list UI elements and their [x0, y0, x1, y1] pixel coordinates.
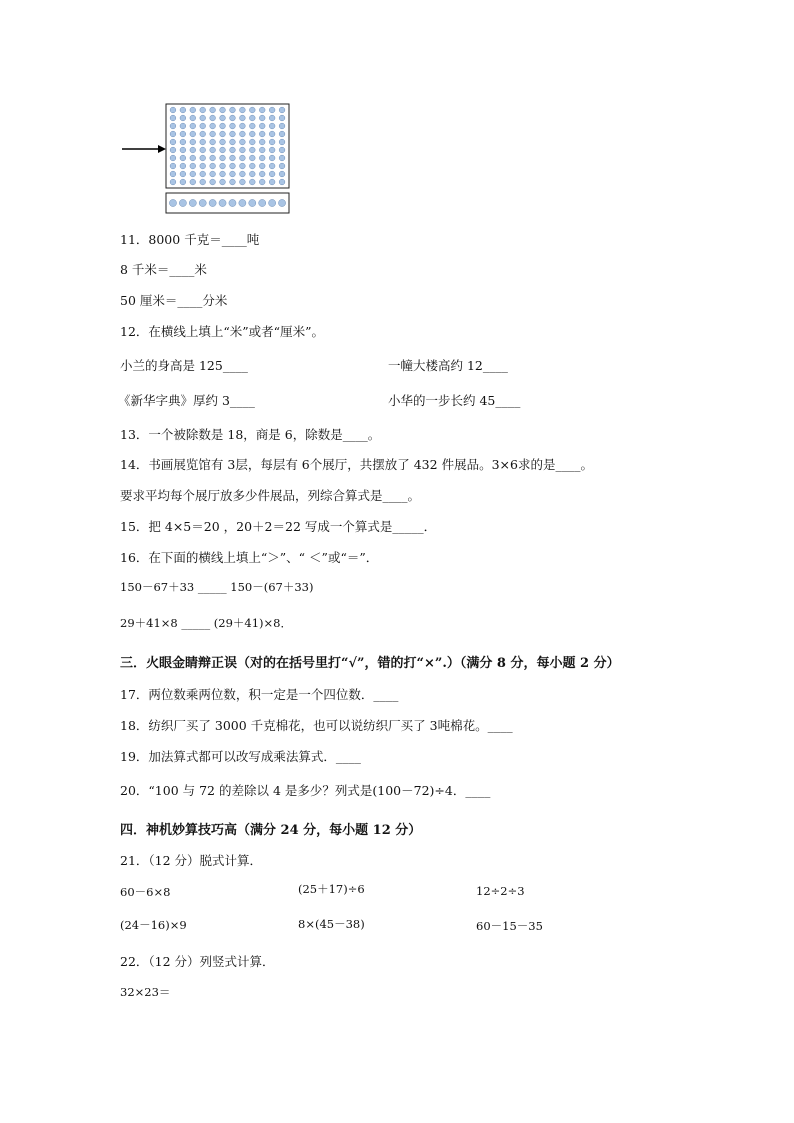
dot	[240, 107, 246, 113]
dot	[259, 155, 265, 161]
dot	[240, 139, 246, 145]
q19-text: 19．加法算式都可以改写成乘法算式．____	[120, 749, 361, 764]
q22-title: 22．（12 分）列竖式计算．	[120, 954, 275, 969]
dot	[200, 115, 206, 121]
dot	[190, 139, 196, 145]
dot	[240, 115, 246, 121]
dot	[269, 115, 275, 121]
dot	[180, 139, 186, 145]
dot	[180, 147, 186, 153]
dot	[190, 115, 196, 121]
dot	[190, 171, 196, 177]
arrow-icon	[122, 145, 166, 153]
dot	[180, 131, 186, 137]
dot	[259, 107, 265, 113]
dot	[240, 147, 246, 153]
dot	[230, 155, 236, 161]
dot	[279, 155, 285, 161]
dot	[170, 179, 176, 185]
dot	[170, 131, 176, 137]
dot	[240, 155, 246, 161]
dot	[240, 131, 246, 137]
dot	[249, 171, 255, 177]
dot	[180, 115, 186, 121]
q21-title: 21．（12 分）脱式计算．	[120, 853, 263, 868]
dot	[170, 171, 176, 177]
dot	[269, 155, 275, 161]
dot	[279, 147, 285, 153]
q12-item-d: 小华的一步长约 45____	[388, 393, 521, 408]
dot	[200, 163, 206, 169]
dot	[230, 139, 236, 145]
section-3-heading: 三．火眼金睛辩正误（对的在括号里打“√”，错的打“×”.）（满分 8 分，每小题 2 分）	[120, 656, 620, 671]
dot-array-figure	[120, 100, 292, 216]
dot	[279, 115, 285, 121]
q21-expr-3: 12÷2÷3	[476, 884, 525, 898]
dot	[220, 171, 226, 177]
dot	[210, 179, 216, 185]
dot	[230, 171, 236, 177]
q16-title: 16．在下面的横线上填上“＞”、“ ＜”或“＝”．	[120, 550, 379, 565]
dot	[259, 171, 265, 177]
dot	[220, 163, 226, 169]
dot	[279, 163, 285, 169]
dot	[170, 115, 176, 121]
dot	[249, 147, 255, 153]
dot	[249, 179, 255, 185]
dot	[269, 131, 275, 137]
q14-line2: 要求平均每个展厅放多少件展品，列综合算式是____。	[120, 488, 421, 503]
dot	[249, 155, 255, 161]
dot	[170, 163, 176, 169]
dot	[220, 139, 226, 145]
dot	[190, 163, 196, 169]
q21-expr-5: 8×(45－38)	[298, 917, 365, 931]
dot	[210, 147, 216, 153]
dot	[259, 163, 265, 169]
dot	[259, 115, 265, 121]
q13-text: 13．一个被除数是 18，商是 6，除数是____。	[120, 427, 381, 442]
q18-text: 18．纺织厂买了 3000 千克棉花，也可以说纺织厂买了 3吨棉花。____	[120, 718, 513, 733]
q17-text: 17．两位数乘两位数，积一定是一个四位数．____	[120, 687, 399, 702]
dot	[190, 131, 196, 137]
dot	[249, 107, 255, 113]
dot	[230, 107, 236, 113]
dot	[210, 163, 216, 169]
dot	[200, 123, 206, 129]
dot	[279, 179, 285, 185]
dot	[200, 147, 206, 153]
dot	[220, 115, 226, 121]
q20-text: 20．“100 与 72 的差除以 4 是多少？列式是(100－72)÷4．____	[120, 783, 491, 798]
dot	[230, 147, 236, 153]
q21-expr-4: (24－16)×9	[120, 918, 187, 932]
q22-expr: 32×23＝	[120, 985, 171, 999]
dot	[230, 115, 236, 121]
q11-line3: 50 厘米＝____分米	[120, 293, 228, 308]
dot	[210, 131, 216, 137]
dot	[180, 171, 186, 177]
dot	[259, 139, 265, 145]
q16-expr1: 150－67＋33 _____ 150－(67＋33)	[120, 580, 314, 594]
section-4-heading: 四．神机妙算技巧高（满分 24 分，每小题 12 分）	[120, 823, 422, 838]
dot	[189, 199, 196, 206]
dot	[269, 179, 275, 185]
q11-line1: 11．8000 千克＝____吨	[120, 232, 260, 247]
dot	[210, 171, 216, 177]
dot	[190, 179, 196, 185]
dot	[269, 139, 275, 145]
dot	[269, 199, 276, 206]
q12-title: 12．在横线上填上“米”或者“厘米”。	[120, 324, 324, 339]
dot-array-svg	[120, 100, 292, 216]
dot	[220, 107, 226, 113]
dot	[210, 115, 216, 121]
dot	[269, 147, 275, 153]
q16-expr2: 29＋41×8 _____ (29＋41)×8．	[120, 616, 292, 630]
dot	[269, 107, 275, 113]
q12-item-a: 小兰的身高是 125____	[120, 358, 248, 373]
dot	[180, 123, 186, 129]
dot	[180, 107, 186, 113]
dot	[279, 171, 285, 177]
dot	[210, 139, 216, 145]
dot	[200, 179, 206, 185]
dot	[180, 155, 186, 161]
dot	[230, 131, 236, 137]
dot	[200, 131, 206, 137]
q12-item-b: 一幢大楼高约 12____	[388, 358, 508, 373]
q11-line2: 8 千米＝____米	[120, 262, 207, 277]
dot	[269, 163, 275, 169]
dot	[190, 147, 196, 153]
q14-line1: 14．书画展览馆有 3层，每层有 6个展厅，共摆放了 432 件展品。3×6求的是____。	[120, 457, 593, 472]
dot	[249, 199, 256, 206]
dot	[200, 139, 206, 145]
dot	[230, 179, 236, 185]
dot	[240, 179, 246, 185]
dot	[278, 199, 285, 206]
dot	[229, 199, 236, 206]
dot	[169, 199, 176, 206]
dot	[200, 155, 206, 161]
dot	[199, 199, 206, 206]
dot	[249, 163, 255, 169]
dot	[240, 171, 246, 177]
q15-text: 15．把 4×5＝20 ，20＋2＝22 写成一个算式是_____．	[120, 519, 437, 534]
dot	[190, 123, 196, 129]
dot	[240, 123, 246, 129]
q21-expr-6: 60－15－35	[476, 919, 543, 933]
dot	[170, 155, 176, 161]
dot	[249, 131, 255, 137]
dot	[239, 199, 246, 206]
dot	[259, 131, 265, 137]
dot	[230, 123, 236, 129]
q12-item-c: 《新华字典》厚约 3____	[118, 393, 255, 408]
dot	[279, 107, 285, 113]
dot	[200, 107, 206, 113]
dot	[170, 139, 176, 145]
dot	[170, 123, 176, 129]
dot	[259, 147, 265, 153]
dot	[279, 131, 285, 137]
dot	[259, 199, 266, 206]
dot	[170, 107, 176, 113]
dot	[200, 171, 206, 177]
dot	[220, 131, 226, 137]
dot	[180, 163, 186, 169]
dot	[170, 147, 176, 153]
dot	[220, 147, 226, 153]
dot	[190, 107, 196, 113]
dot	[180, 179, 186, 185]
dot	[249, 139, 255, 145]
dot	[259, 123, 265, 129]
dot	[220, 155, 226, 161]
dot	[210, 123, 216, 129]
dot	[209, 199, 216, 206]
dot	[220, 123, 226, 129]
dot	[210, 155, 216, 161]
dot	[179, 199, 186, 206]
q21-expr-2: (25＋17)÷6	[298, 882, 365, 896]
dot	[249, 115, 255, 121]
dot	[269, 123, 275, 129]
q21-expr-1: 60－6×8	[120, 885, 171, 899]
dot	[230, 163, 236, 169]
dot	[269, 171, 275, 177]
dot	[190, 155, 196, 161]
dot	[279, 139, 285, 145]
dot	[210, 107, 216, 113]
dot	[259, 179, 265, 185]
dot	[240, 163, 246, 169]
dot	[249, 123, 255, 129]
dot	[279, 123, 285, 129]
dot	[220, 179, 226, 185]
dot	[219, 199, 226, 206]
